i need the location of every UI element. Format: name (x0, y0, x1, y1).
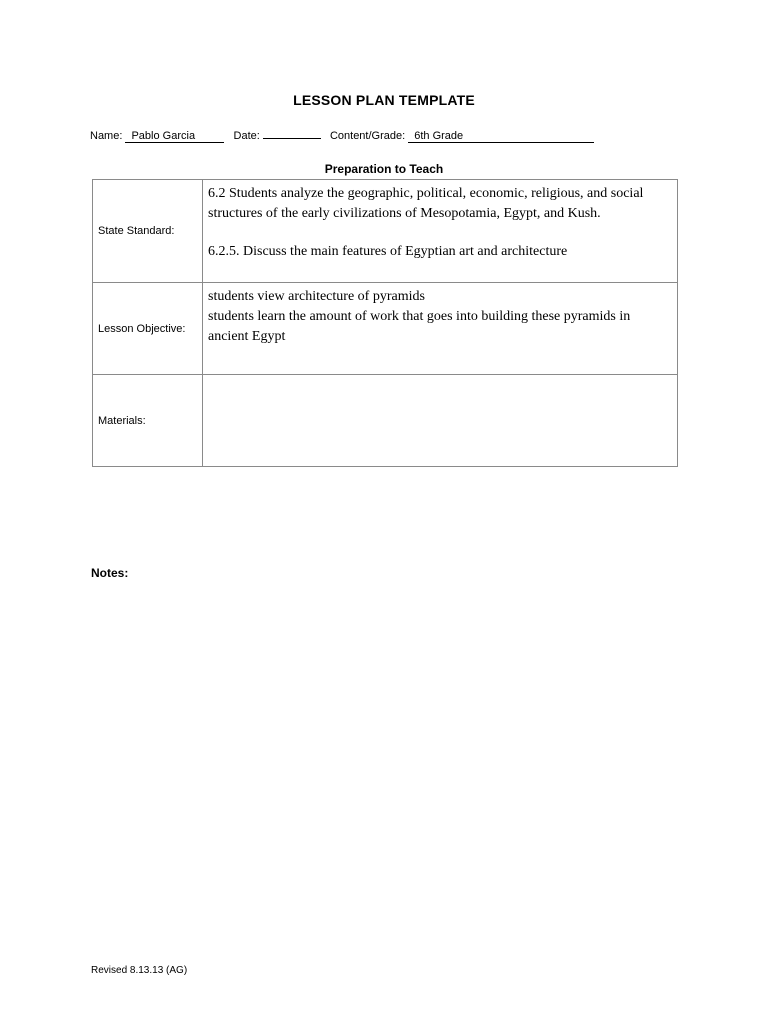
grade-field[interactable]: 6th Grade (408, 130, 594, 143)
state-standard-line: 6.2 Students analyze the geographic, political, economic, religious, and social structures of the early civilizations of Mesopotamia, Egypt, and Kush. (208, 186, 644, 221)
state-standard-content[interactable] (203, 180, 678, 283)
lesson-objective-content[interactable] (203, 283, 678, 375)
footer-revision: Revised 8.13.13 (AG) (91, 965, 188, 976)
materials-label: Materials: (93, 375, 203, 467)
name-label: Name: (90, 130, 123, 142)
name-field[interactable]: Pablo Garcia (125, 130, 224, 143)
table-row (93, 180, 678, 283)
date-label: Date: (233, 130, 260, 142)
state-standard-label: State Standard: (93, 180, 203, 283)
table-row (93, 283, 678, 375)
lesson-objective-line: students view architecture of pyramids (208, 289, 425, 304)
materials-content[interactable] (203, 375, 678, 467)
grade-label: Content/Grade: (329, 130, 406, 142)
lesson-objective-line: students learn the amount of work that goes into building these pyramids in ancient Egypt (208, 309, 631, 344)
date-field[interactable] (263, 138, 321, 139)
info-row (90, 130, 594, 143)
section-title: Preparation to Teach (324, 162, 444, 176)
table-row (93, 375, 678, 467)
preparation-table (92, 179, 678, 467)
document-title: LESSON PLAN TEMPLATE (293, 92, 475, 108)
state-standard-line: 6.2.5. Discuss the main features of Egyptian art and architecture (208, 244, 568, 259)
notes-label: Notes: (91, 566, 129, 580)
lesson-objective-label: Lesson Objective: (93, 283, 203, 375)
